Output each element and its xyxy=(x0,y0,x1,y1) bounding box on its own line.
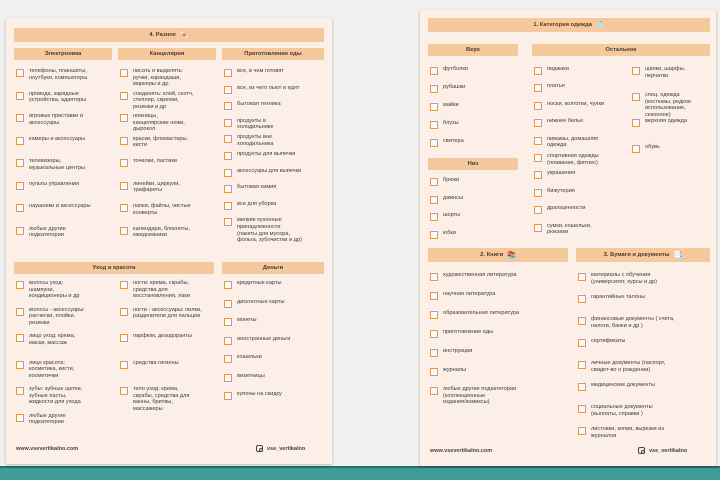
checklist-item-label: художественная литература xyxy=(443,272,517,278)
checklist-item-label: аксессуары для выпечки xyxy=(237,167,302,174)
checklist-item-label: брюки xyxy=(443,177,460,183)
checklist-item-label: волосы уход: шампуни, кондиционеры и др xyxy=(29,280,80,300)
checkbox[interactable] xyxy=(224,218,232,226)
checklist-item-label: купоны на скидку xyxy=(237,391,282,397)
checkbox[interactable] xyxy=(120,159,128,167)
column-header-electronics: Электроника xyxy=(14,48,112,60)
checkbox[interactable] xyxy=(632,93,640,101)
checklist-item-label: материалы с обучения (университет, курсы и др) xyxy=(591,272,658,285)
checklist-item-label: спортивная одежды (плавание, фитнес) xyxy=(547,153,599,166)
checklist-item[interactable] xyxy=(120,113,216,133)
checklist-item[interactable] xyxy=(632,118,712,127)
checkbox[interactable] xyxy=(430,121,438,129)
column-header-money: Деньги xyxy=(222,262,324,274)
checklist-item-label: телевизоры, музыкальные центры xyxy=(29,158,85,171)
checkbox[interactable] xyxy=(16,204,24,212)
checkbox[interactable] xyxy=(16,159,24,167)
checklist-item[interactable] xyxy=(16,203,112,212)
checklist-item-label: телефоны, планшеты, ноутбуки, компьютеры xyxy=(29,68,88,81)
checkbox[interactable] xyxy=(430,330,438,338)
checklist-item-label: журналы xyxy=(443,367,467,373)
checklist-item[interactable] xyxy=(16,307,114,327)
checklist-item-label: ножницы, канцелярские ножи, дырокол xyxy=(133,113,185,133)
checklist-item-label: свитера xyxy=(443,138,464,144)
section-title: 1. Категория одежда xyxy=(533,22,592,28)
checkbox[interactable] xyxy=(224,69,232,77)
checklist-item[interactable] xyxy=(16,136,112,145)
checklist-item[interactable] xyxy=(16,113,112,126)
checkbox[interactable] xyxy=(16,334,24,342)
checkbox[interactable] xyxy=(224,374,232,382)
checkbox[interactable] xyxy=(120,114,128,122)
checklist-item[interactable] xyxy=(16,91,112,104)
checklist-item[interactable] xyxy=(578,294,712,303)
checklist-item-label: листовки, копии, вырезки из журналов xyxy=(591,426,664,439)
checklist-item[interactable] xyxy=(16,68,112,81)
checklist-item[interactable] xyxy=(430,84,518,93)
checklist-item[interactable] xyxy=(224,68,324,77)
checkbox[interactable] xyxy=(120,92,128,100)
checklist-item-label: волосы - аксессуары: расчески, плойки, резинки xyxy=(29,306,85,326)
checkbox[interactable] xyxy=(632,67,640,75)
section-title: 3. Бумаги и документы xyxy=(603,252,670,258)
column-header-rest: Остальное xyxy=(532,44,710,56)
checkbox[interactable] xyxy=(16,92,24,100)
checklist-item[interactable] xyxy=(16,333,114,346)
checklist-item[interactable] xyxy=(430,230,518,239)
checklist-item-label: мелкие кухонные принадлежности (пакеты для мусора, фольга, зубочистки и др) xyxy=(237,217,302,244)
checklist-item-label: шорты xyxy=(443,212,461,218)
checkbox[interactable] xyxy=(534,67,542,75)
checkbox[interactable] xyxy=(430,311,438,319)
section-title: 4. Разное xyxy=(149,32,176,38)
checklist-item[interactable] xyxy=(534,118,632,127)
checklist-item-label: приготовление еды xyxy=(443,329,494,335)
checklist-item[interactable] xyxy=(430,212,518,221)
tshirt-icon: 👕 xyxy=(595,21,605,29)
checklist-item[interactable] xyxy=(632,66,712,79)
checkbox[interactable] xyxy=(430,231,438,239)
checklist-item[interactable] xyxy=(16,386,114,406)
checkbox[interactable] xyxy=(120,182,128,190)
checklist-item-label: бижутерия xyxy=(547,187,575,194)
checklist-item[interactable] xyxy=(430,310,570,319)
checkbox[interactable] xyxy=(16,114,24,122)
checklist-item[interactable] xyxy=(430,177,518,186)
checkbox[interactable] xyxy=(224,318,232,326)
checklist-item[interactable] xyxy=(534,136,632,149)
checklist-item-label: продукты для выпечки xyxy=(237,151,296,157)
checklist-item[interactable] xyxy=(534,205,632,214)
checklist-item-label: все, в чем готовят xyxy=(237,68,284,74)
checklist-item-label: социальные документы (выплаты, справки ) xyxy=(591,404,653,417)
checkbox[interactable] xyxy=(224,392,232,400)
checklist-item-label: краски, фломастеры, кисти xyxy=(133,135,189,149)
checkbox[interactable] xyxy=(224,119,232,127)
checklist-item[interactable] xyxy=(224,85,324,94)
checkbox[interactable] xyxy=(224,337,232,345)
checkbox[interactable] xyxy=(578,361,586,369)
checklist-item[interactable] xyxy=(16,360,114,380)
checklist-item-label: камеры и аксессуары xyxy=(29,135,86,142)
checkbox[interactable] xyxy=(534,171,542,179)
checklist-item[interactable] xyxy=(430,386,570,406)
checkbox[interactable] xyxy=(120,227,128,235)
column-header-cooking: Приготовление еды xyxy=(222,48,324,60)
checklist-item-label: личные документы (паспорт, свидет-во о рождении) xyxy=(591,360,666,373)
checklist-item[interactable] xyxy=(534,188,632,197)
checkbox[interactable] xyxy=(632,145,640,153)
checklist-item-label: футболки xyxy=(443,66,468,72)
footer-instagram xyxy=(256,445,305,452)
checklist-item-label: иностранные деньги xyxy=(237,335,291,342)
books-icon: 📚 xyxy=(507,251,516,259)
checklist-item-label: носки, колготки, чулки xyxy=(547,100,605,107)
column-header-top: Верх xyxy=(428,44,518,56)
checkbox[interactable] xyxy=(578,405,586,413)
checkbox[interactable] xyxy=(16,308,24,316)
checklist-item[interactable] xyxy=(430,367,570,376)
checklist-item-label: нижнее белье xyxy=(547,118,584,125)
checklist-item-label: пиджаки xyxy=(547,66,569,72)
checkbox[interactable] xyxy=(224,135,232,143)
checklist-item-label: гарантийные талоны xyxy=(591,294,646,300)
checklist-item-label: украшения xyxy=(547,170,576,177)
footer-website: www.vsevertikalno.com xyxy=(16,446,79,452)
checklist-item[interactable] xyxy=(224,101,324,110)
checklist-item-label: монеты xyxy=(237,317,257,323)
checklist-item[interactable] xyxy=(534,101,632,110)
checklist-item[interactable] xyxy=(120,386,218,412)
checklist-item[interactable] xyxy=(430,329,570,338)
checkbox[interactable] xyxy=(578,273,586,281)
checkbox[interactable] xyxy=(120,361,128,369)
checkbox[interactable] xyxy=(120,137,128,145)
checkbox[interactable] xyxy=(430,368,438,376)
checklist-item-label: любые другие подкатегории xyxy=(29,412,66,426)
checklist-item-label: обувь xyxy=(645,144,660,150)
checkbox[interactable] xyxy=(534,84,542,92)
checklist-item[interactable] xyxy=(632,144,712,153)
checklist-item[interactable] xyxy=(578,338,712,347)
footer-website: www.vsevertikalno.com xyxy=(430,448,493,454)
checklist-item-label: папки, файлы, чистые конверты xyxy=(133,203,191,216)
checkbox[interactable] xyxy=(632,119,640,127)
checkbox[interactable] xyxy=(16,387,24,395)
checklist-item-label: рубашки xyxy=(443,84,466,90)
checklist-item-label: драгоценности xyxy=(547,205,586,212)
checklist-item-label: визитницы xyxy=(237,372,265,379)
checklist-item[interactable] xyxy=(16,181,112,190)
checkbox[interactable] xyxy=(16,69,24,77)
checklist-item-label: сертификаты xyxy=(591,338,626,344)
checklist-item-label: блузы xyxy=(443,120,459,126)
checklist-item[interactable] xyxy=(430,195,518,204)
checklist-item-label: провода, зарядные устройства, адаптеры xyxy=(29,90,87,104)
checkbox[interactable] xyxy=(578,427,586,435)
checklist-item[interactable] xyxy=(224,336,324,345)
checklist-item-label: верхняя одежда xyxy=(645,118,687,124)
checklist-item[interactable] xyxy=(224,118,324,131)
checklist-item-label: спец. одежда (костюмы, редкое использование, сезонное) xyxy=(645,92,692,118)
checklist-item-label: лицо красота: косметика, кисти, косметички xyxy=(29,359,75,379)
checklist-item[interactable] xyxy=(430,291,570,300)
checklist-item[interactable] xyxy=(120,333,218,342)
checklist-item-label: соединять: клей, скотч, степлер, скрепки, резинки и др xyxy=(133,90,194,110)
checklist-item[interactable] xyxy=(578,426,712,439)
checklist-item[interactable] xyxy=(120,91,216,111)
checkbox[interactable] xyxy=(120,334,128,342)
checkbox[interactable] xyxy=(534,102,542,110)
instagram-handle: vse_vertikalno xyxy=(267,445,306,452)
checkbox[interactable] xyxy=(578,295,586,303)
checklist-item-label: финансовые документы ( счета, налоги, банки и др ) xyxy=(591,316,675,329)
checkbox[interactable] xyxy=(534,137,542,145)
checkbox[interactable] xyxy=(224,300,232,308)
checklist-item-label: писать и выделять: ручки, карандаши, маркеры и др xyxy=(133,68,184,88)
candy-icon: 🍬 xyxy=(179,31,189,39)
checkbox[interactable] xyxy=(430,349,438,357)
checklist-item[interactable] xyxy=(578,272,712,285)
checklist-item[interactable] xyxy=(430,66,518,75)
checklist-item[interactable] xyxy=(430,138,518,147)
checklist-item[interactable] xyxy=(224,391,324,400)
checklist-item[interactable] xyxy=(578,382,712,391)
checklist-item[interactable] xyxy=(120,307,218,320)
checklist-item[interactable] xyxy=(16,280,114,300)
checklist-item-label: игровые приставки и аксессуары xyxy=(29,113,83,126)
checklist-item[interactable] xyxy=(534,153,632,166)
documents-icon: 📑 xyxy=(673,251,683,259)
checklist-item[interactable] xyxy=(534,66,632,75)
checklist-item-label: все, из чего пьют и едят xyxy=(237,84,300,91)
checklist-sheet-clothes-books-docs xyxy=(420,10,716,466)
column-header-bottom: Низ xyxy=(428,158,518,170)
checkbox[interactable] xyxy=(224,202,232,210)
checklist-item[interactable] xyxy=(224,280,324,289)
checklist-item[interactable] xyxy=(224,354,324,363)
checkbox[interactable] xyxy=(578,383,586,391)
section-header-misc xyxy=(14,28,324,42)
checkbox[interactable] xyxy=(430,178,438,186)
checkbox[interactable] xyxy=(224,281,232,289)
section-header-documents xyxy=(576,248,710,262)
section-header-clothes xyxy=(428,18,710,32)
checklist-item-label: шапки, шарфы, перчатки xyxy=(645,66,686,79)
checkbox[interactable] xyxy=(430,103,438,111)
checklist-item-label: наушники и аксессуары xyxy=(29,203,91,209)
instagram-handle: vse_vertikalno xyxy=(649,447,688,454)
checklist-item-label: научная литература xyxy=(443,291,496,297)
checklist-item[interactable] xyxy=(120,203,216,216)
checklist-sheet-misc xyxy=(6,18,332,464)
instagram-icon xyxy=(256,445,263,452)
checkbox[interactable] xyxy=(120,281,128,289)
checklist-item-label: продукты в холодильнике xyxy=(237,117,274,131)
checklist-item-label: тело уход: крема, скрабы, средства для ванны, бритвы, массажеры xyxy=(133,386,190,412)
checklist-item[interactable] xyxy=(224,184,324,193)
checkbox[interactable] xyxy=(534,224,542,232)
checklist-item-label: бытовая техника xyxy=(237,101,281,108)
checklist-item[interactable] xyxy=(632,92,712,118)
checklist-item-label: любые другие подкатегории (коллекционные издания/комиксы) xyxy=(443,386,517,406)
checklist-item-label: джинсы xyxy=(443,194,464,201)
checkbox[interactable] xyxy=(430,273,438,281)
checkbox[interactable] xyxy=(224,185,232,193)
checklist-item[interactable] xyxy=(534,170,632,179)
checkbox[interactable] xyxy=(578,317,586,325)
section-title: 2. Книги xyxy=(480,252,504,258)
checklist-item[interactable] xyxy=(16,158,112,171)
checklist-item-label: ногти - аксессуары: пилки, разделители для пальцев xyxy=(133,306,202,320)
checkbox[interactable] xyxy=(534,189,542,197)
checklist-item[interactable] xyxy=(224,134,324,147)
instagram-icon xyxy=(638,447,645,454)
checkbox[interactable] xyxy=(16,227,24,235)
checklist-item[interactable] xyxy=(224,373,324,382)
checklist-item[interactable] xyxy=(534,83,632,92)
checklist-item[interactable] xyxy=(120,181,216,194)
checklist-item-label: кредитные карты xyxy=(237,280,282,286)
checkbox[interactable] xyxy=(534,206,542,214)
checkbox[interactable] xyxy=(430,85,438,93)
section-header-books xyxy=(428,248,568,262)
checklist-item-label: образовательная литература xyxy=(443,310,520,316)
checklist-item[interactable] xyxy=(224,217,324,243)
checklist-item[interactable] xyxy=(430,120,518,129)
checklist-item[interactable] xyxy=(430,102,518,111)
checkbox[interactable] xyxy=(120,204,128,212)
checklist-item[interactable] xyxy=(120,360,218,369)
checklist-item[interactable] xyxy=(224,168,324,177)
checkbox[interactable] xyxy=(120,387,128,395)
checkbox[interactable] xyxy=(16,182,24,190)
checklist-item-label: майки xyxy=(443,102,459,108)
checklist-item[interactable] xyxy=(16,226,112,239)
checkbox[interactable] xyxy=(16,137,24,145)
checkbox[interactable] xyxy=(430,213,438,221)
checkbox[interactable] xyxy=(224,169,232,177)
checklist-item[interactable] xyxy=(578,360,712,373)
checklist-item-label: юбки xyxy=(443,229,456,236)
checkbox[interactable] xyxy=(430,292,438,300)
checkbox[interactable] xyxy=(578,339,586,347)
checklist-item[interactable] xyxy=(578,404,712,417)
checklist-item-label: продукты вне холодильника xyxy=(237,134,274,147)
checklist-item-label: кошельки xyxy=(237,354,262,360)
checklist-item[interactable] xyxy=(578,316,712,329)
checklist-item-label: инструкции xyxy=(443,348,473,354)
checkbox[interactable] xyxy=(534,119,542,127)
checklist-item-label: пижамы, домашняя одежда xyxy=(547,135,598,149)
checklist-item-label: средства гигиены xyxy=(133,359,179,366)
checklist-item-label: ногти: крема, скрабы, средства для восстановления, лаки xyxy=(133,280,190,300)
checklist-item-label: бытовая химия xyxy=(237,184,277,191)
checklist-item-label: сумки, кошельки, рюкзаки xyxy=(547,222,592,236)
checkbox[interactable] xyxy=(16,281,24,289)
checkbox[interactable] xyxy=(224,152,232,160)
checkbox[interactable] xyxy=(430,67,438,75)
checklist-item[interactable] xyxy=(120,226,216,239)
column-header-stationery: Канцелярия xyxy=(118,48,216,60)
checkbox[interactable] xyxy=(224,86,232,94)
checkbox[interactable] xyxy=(430,196,438,204)
checklist-item[interactable] xyxy=(430,272,570,281)
checklist-item-label: лицо уход: крема, маски, массаж xyxy=(29,333,76,346)
checklist-item-label: дисконтные карты xyxy=(237,298,285,305)
checkbox[interactable] xyxy=(120,308,128,316)
checklist-item[interactable] xyxy=(224,317,324,326)
checklist-item[interactable] xyxy=(120,158,216,167)
checklist-item-label: пульты управления xyxy=(29,180,80,187)
bottom-accent-bar xyxy=(0,468,720,480)
checklist-item-label: все для уборки xyxy=(237,200,277,207)
checklist-item[interactable] xyxy=(224,201,324,210)
checkbox[interactable] xyxy=(534,154,542,162)
checklist-item[interactable] xyxy=(16,413,114,426)
checkbox[interactable] xyxy=(430,387,438,395)
checkbox[interactable] xyxy=(16,414,24,422)
checklist-item-label: медицинские документы xyxy=(591,382,655,388)
checklist-item[interactable] xyxy=(430,348,570,357)
checklist-item-label: точилки, ластики xyxy=(133,158,177,164)
checkbox[interactable] xyxy=(120,69,128,77)
checkbox[interactable] xyxy=(224,102,232,110)
checkbox[interactable] xyxy=(224,355,232,363)
checklist-item-label: платья xyxy=(547,83,565,90)
checklist-item[interactable] xyxy=(534,223,632,236)
checklist-item[interactable] xyxy=(224,151,324,160)
checklist-item[interactable] xyxy=(224,299,324,308)
checkbox[interactable] xyxy=(16,361,24,369)
checklist-item[interactable] xyxy=(120,136,216,149)
checklist-item[interactable] xyxy=(120,68,216,88)
checklist-item-label: парфюм, дезодоранты xyxy=(133,333,192,339)
checklist-item-label: календари, блокноты, ежедневники xyxy=(133,225,190,239)
footer-instagram xyxy=(638,447,687,454)
column-header-beauty: Уход и красота xyxy=(14,262,214,274)
checklist-item[interactable] xyxy=(120,280,218,300)
checklist-item-label: любые другие подкатегории xyxy=(29,225,66,239)
checklist-item-label: зубы: зубные щетки, зубные пасты, жидкости для ухода xyxy=(29,386,83,406)
checkbox[interactable] xyxy=(430,139,438,147)
checklist-item-label: линейки, циркули, трафареты xyxy=(133,180,180,194)
